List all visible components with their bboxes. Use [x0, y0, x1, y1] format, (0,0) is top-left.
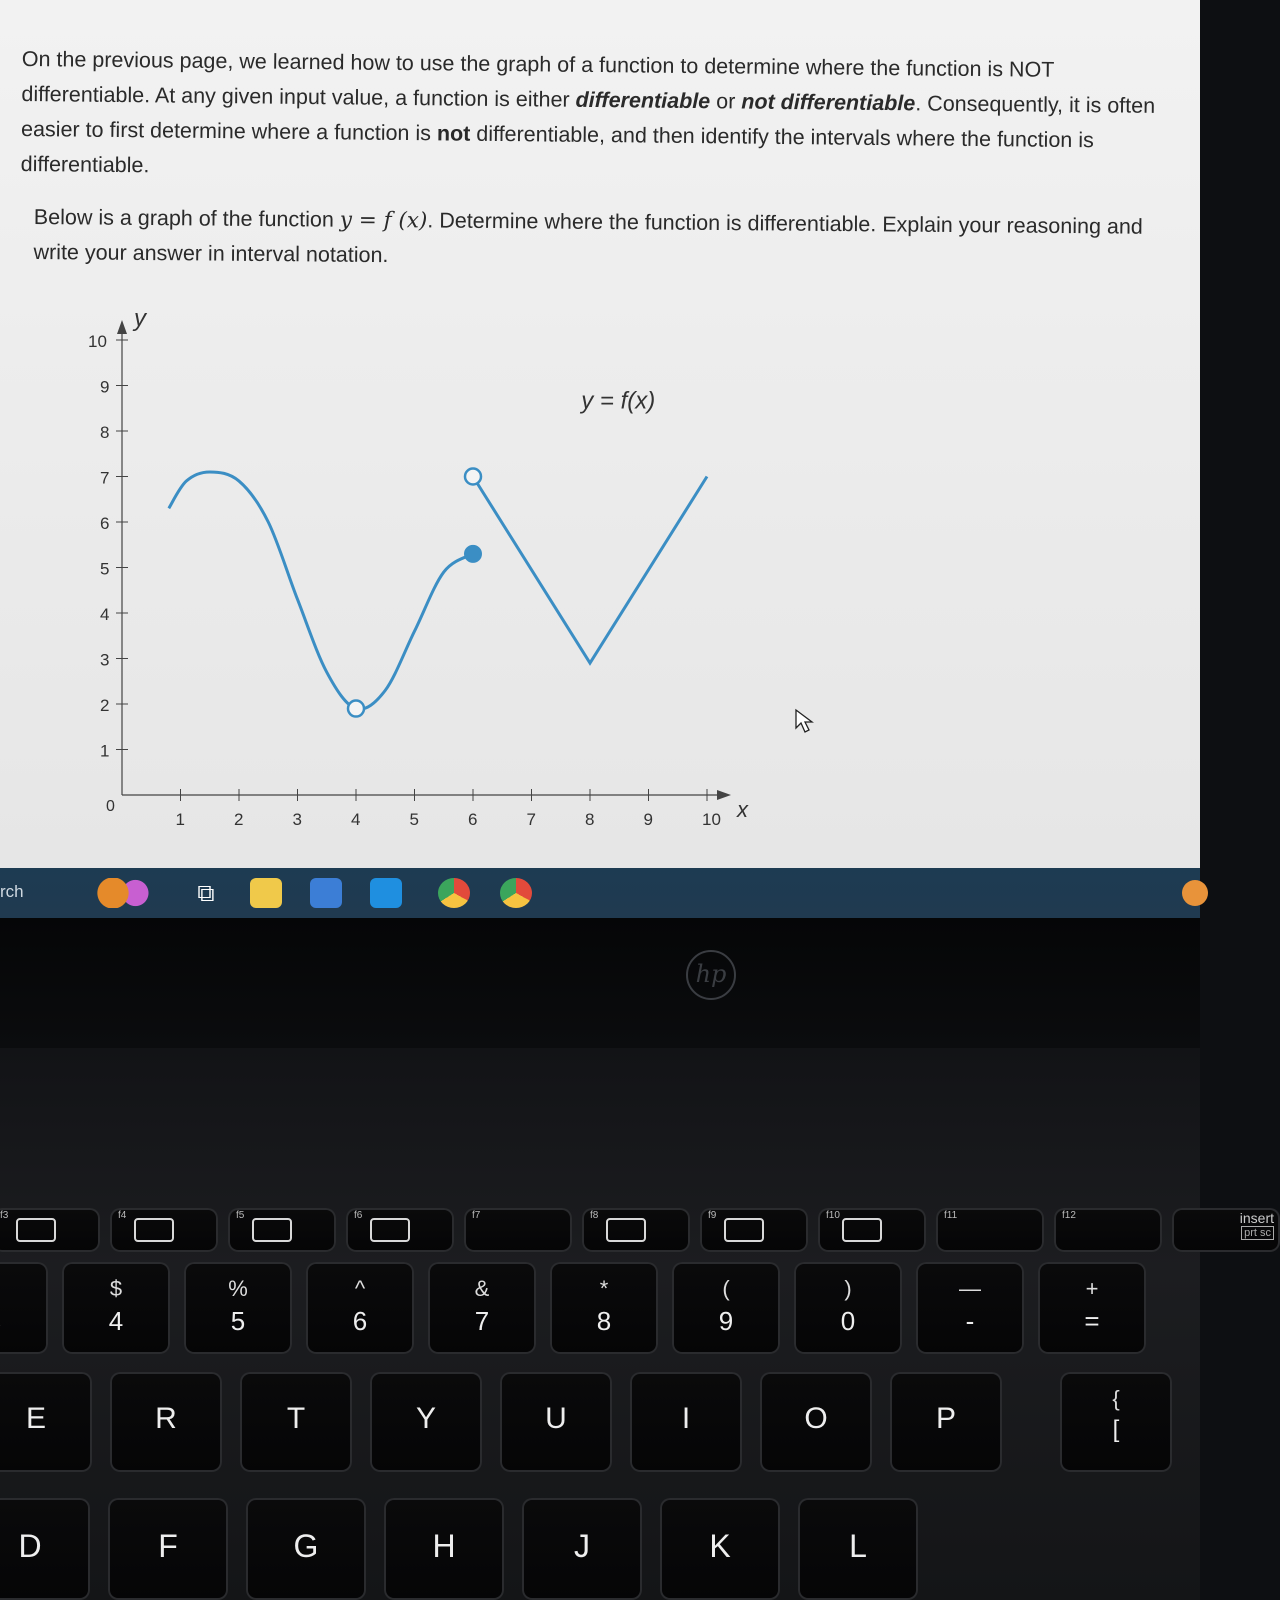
- key-label: J: [574, 1528, 590, 1564]
- curve-segment: [169, 472, 473, 709]
- key-f[interactable]: [108, 1498, 228, 1600]
- key-shift-label: ^: [354, 1276, 366, 1301]
- key-shift-label: &: [474, 1276, 490, 1301]
- key-label: R: [155, 1402, 177, 1435]
- key-f12[interactable]: [1054, 1208, 1162, 1252]
- key-label: I: [681, 1402, 691, 1435]
- key-9[interactable]: [672, 1262, 780, 1354]
- key-label: 5: [230, 1306, 246, 1336]
- key-t[interactable]: [240, 1372, 352, 1472]
- key-fn-label: f6: [354, 1210, 363, 1221]
- x-axis-arrow-icon: [717, 790, 731, 800]
- microsoft-store-icon[interactable]: [310, 878, 342, 908]
- mouse-cursor-icon: [796, 710, 812, 732]
- key-fn-label: f5: [236, 1210, 245, 1221]
- key-4[interactable]: [62, 1262, 170, 1354]
- key-o[interactable]: [760, 1372, 872, 1472]
- key-bracket[interactable]: [1060, 1372, 1172, 1472]
- key-i[interactable]: [630, 1372, 742, 1472]
- key-label: L: [849, 1528, 867, 1564]
- key-label: 6: [352, 1306, 368, 1336]
- x-axis-label: x: [737, 797, 748, 822]
- key-d[interactable]: [0, 1498, 90, 1600]
- file-explorer-icon[interactable]: [250, 878, 282, 908]
- key-shift-label: *: [599, 1276, 609, 1301]
- key-h[interactable]: [384, 1498, 504, 1600]
- key-label: P: [935, 1402, 956, 1435]
- open-endpoint: [348, 701, 364, 717]
- key-=[interactable]: [1038, 1262, 1146, 1354]
- key-label: insert: [1239, 1210, 1274, 1226]
- key-fn-label: f11: [944, 1210, 958, 1221]
- key-y[interactable]: [370, 1372, 482, 1472]
- intro-text-segment: . Consequently, it is often easier to first determine where a function is: [20, 91, 1156, 146]
- y-tick-label: 4: [100, 605, 110, 624]
- key-f10[interactable]: [818, 1208, 926, 1252]
- key-8[interactable]: [550, 1262, 658, 1354]
- key-f6[interactable]: [346, 1208, 454, 1252]
- y-tick-label: 6: [100, 514, 110, 533]
- curve-segment: [473, 477, 707, 664]
- key-f5[interactable]: [228, 1208, 336, 1252]
- key-f3[interactable]: [0, 1208, 100, 1252]
- windows-taskbar: [0, 868, 1200, 918]
- key-e[interactable]: [0, 1372, 92, 1472]
- graph-endpoints: [348, 469, 481, 717]
- y-tick-label: 7: [100, 468, 110, 488]
- mute-icon: [606, 1218, 646, 1242]
- key-shift-label: —: [959, 1276, 981, 1301]
- intro-text-segment: differentiable, and then identify the intervals where the function is differentiable.: [20, 121, 1094, 178]
- x-tick-label: 1: [175, 810, 185, 829]
- key-label: T: [286, 1402, 306, 1435]
- question-text-start: Below is a graph of the function: [33, 204, 340, 232]
- task-view-icon[interactable]: ⧉: [197, 879, 215, 907]
- chrome-icon[interactable]: [438, 878, 470, 908]
- key-label: 9: [718, 1306, 734, 1336]
- key-fn-label: f4: [118, 1210, 127, 1221]
- key-label: 8: [596, 1306, 612, 1336]
- key-u[interactable]: [500, 1372, 612, 1472]
- key-label: 7: [474, 1306, 490, 1336]
- origin-label: 0: [106, 798, 115, 815]
- key-f7[interactable]: [464, 1208, 572, 1252]
- key-shift-label: (: [722, 1276, 730, 1301]
- y-tick-label: 5: [100, 559, 110, 579]
- key-label: U: [545, 1402, 567, 1435]
- keyboard-backlight-icon: [16, 1218, 56, 1242]
- key-label: O: [804, 1402, 828, 1435]
- curve-label: y = f(x): [581, 387, 656, 415]
- intro-text-segment: differentiable: [575, 87, 711, 114]
- key-fn-label: f10: [826, 1210, 840, 1221]
- key-insert[interactable]: [1172, 1208, 1280, 1252]
- function-notation: y = f (x): [339, 207, 428, 234]
- key-label: Y: [415, 1402, 436, 1435]
- x-tick-label: 2: [234, 810, 244, 829]
- key-6[interactable]: [306, 1262, 414, 1354]
- question-paragraph: [33, 200, 1184, 280]
- brightness-up-icon: [370, 1218, 410, 1242]
- key-shift-label: [0, 1276, 48, 1302]
- intro-text-segment: not: [436, 121, 471, 146]
- key-label: [0, 1306, 48, 1337]
- key-label: D: [18, 1528, 42, 1564]
- key-fn-label: f9: [708, 1210, 717, 1221]
- key-label: [: [1112, 1416, 1120, 1443]
- search-label[interactable]: rch: [0, 882, 24, 901]
- question-text-end: . Determine where the function is differentiable. Explain your reasoning and write your answer in interval notation.: [33, 208, 1143, 268]
- key-label: F: [158, 1528, 178, 1564]
- key-label: E: [25, 1402, 46, 1435]
- volume-up-icon: [724, 1218, 764, 1242]
- key-l[interactable]: [798, 1498, 918, 1600]
- key-0[interactable]: [794, 1262, 902, 1354]
- x-tick-label: 10: [702, 810, 721, 829]
- intro-text-segment: On the previous page, we learned how to use the graph of a function to determine where the function is NOT differentiable. At any given input value, a function is either: [21, 46, 1055, 112]
- pumpkin-widget-icon[interactable]: [92, 878, 162, 908]
- key-shift-label: %: [228, 1276, 248, 1301]
- key-shift-label: ): [844, 1276, 852, 1301]
- screen-bezel: [0, 918, 1200, 1048]
- display-switch-icon: [134, 1218, 174, 1242]
- graph-curves: [169, 472, 707, 709]
- y-tick-label: 2: [100, 696, 110, 715]
- key-7[interactable]: [428, 1262, 536, 1354]
- x-tick-label: 8: [585, 810, 595, 829]
- key-g[interactable]: [246, 1498, 366, 1600]
- key--[interactable]: [916, 1262, 1024, 1354]
- key-f11[interactable]: [936, 1208, 1044, 1252]
- key-r[interactable]: [110, 1372, 222, 1472]
- mail-icon[interactable]: [370, 878, 402, 908]
- key-f4[interactable]: [110, 1208, 218, 1252]
- closed-endpoint: [465, 546, 481, 562]
- y-axis-label: y: [134, 305, 146, 332]
- key-label: G: [293, 1528, 319, 1564]
- x-tick-label: 9: [643, 810, 653, 829]
- x-tick-label: 7: [526, 810, 536, 829]
- intro-text-segment: or: [710, 89, 742, 114]
- hp-logo: hp: [686, 950, 736, 1000]
- y-tick-label: 10: [88, 332, 107, 351]
- x-tick-label: 6: [468, 810, 478, 829]
- key-5[interactable]: [184, 1262, 292, 1354]
- key-fn-label: f12: [1062, 1210, 1076, 1221]
- key-shift-label: +: [1085, 1276, 1099, 1301]
- y-axis-arrow-icon: [117, 320, 127, 334]
- key-shift-label: $: [109, 1276, 123, 1301]
- key-label: 0: [840, 1306, 856, 1336]
- y-tick-label: 9: [100, 377, 110, 397]
- key-label: =: [1084, 1306, 1100, 1336]
- function-graph: [0, 280, 820, 840]
- x-tick-label: 5: [409, 810, 419, 829]
- x-tick-label: 3: [292, 810, 302, 829]
- mic-mute-icon: [842, 1218, 882, 1242]
- brightness-down-icon: [252, 1218, 292, 1242]
- open-endpoint: [465, 469, 481, 485]
- key-k[interactable]: [660, 1498, 780, 1600]
- key-sublabel: prt sc: [1241, 1226, 1274, 1240]
- intro-paragraph: [21, 42, 1172, 194]
- key-fn-label: f7: [472, 1210, 481, 1221]
- notification-icon[interactable]: [1182, 880, 1208, 906]
- key-j[interactable]: [522, 1498, 642, 1600]
- key-label: K: [709, 1528, 731, 1564]
- key-label: 4: [108, 1306, 124, 1336]
- key-label: -: [965, 1306, 975, 1336]
- y-tick-label: 3: [100, 650, 110, 670]
- key-shift-label: {: [1112, 1386, 1120, 1411]
- chrome-profile-icon[interactable]: [500, 878, 532, 908]
- key-f9[interactable]: [700, 1208, 808, 1252]
- key-fn-label: f3: [0, 1210, 9, 1221]
- intro-text-segment: not differentiable: [741, 89, 916, 116]
- key-p[interactable]: [890, 1372, 1002, 1472]
- key-label: H: [432, 1528, 456, 1564]
- x-tick-label: 4: [351, 810, 361, 829]
- y-tick-label: 8: [100, 423, 110, 442]
- y-tick-label: 1: [100, 741, 110, 761]
- key-3[interactable]: [0, 1262, 48, 1354]
- key-f8[interactable]: [582, 1208, 690, 1252]
- key-fn-label: f8: [590, 1210, 599, 1221]
